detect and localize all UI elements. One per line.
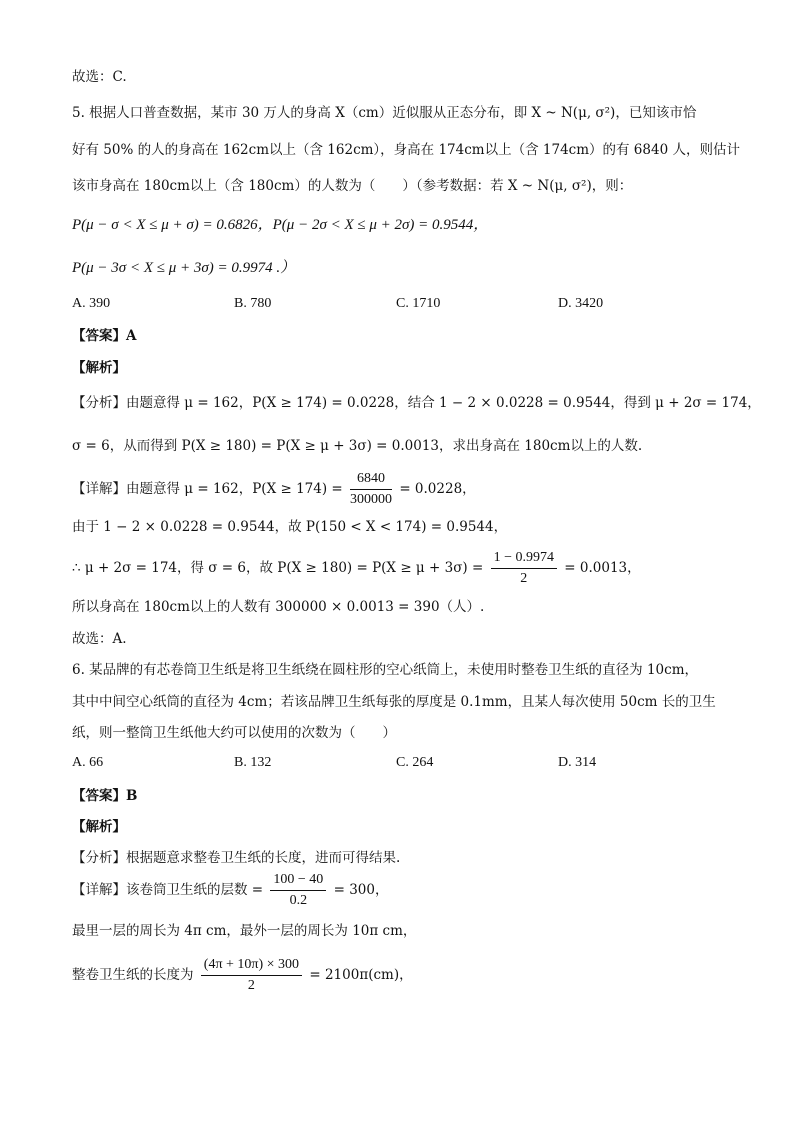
- detailed-solution-line-1: [72, 870, 388, 910]
- fraction: [270, 872, 326, 909]
- analysis-label: 【解析】: [72, 360, 126, 376]
- answer-conclusion: 故选：A.: [72, 631, 127, 647]
- denominator: 0.2: [289, 893, 308, 908]
- solution-text: 【详解】该卷筒卫生纸的层数 =: [72, 882, 264, 898]
- numerator: 6840: [350, 471, 392, 490]
- solution-text: = 0.0013，: [564, 560, 641, 576]
- question-5-text-line-3: 该市身高在 180cm以上（含 180cm）的人数为（ ）（参考数据：若 X ~ N(μ, σ²)，则：: [72, 178, 633, 194]
- answer-label: 【答案】B: [72, 788, 138, 804]
- analysis-summary-line-1: 【分析】由题意得 μ = 162，P(X ≥ 174) = 0.0228，结合 1 − 2 × 0.0228 = 0.9544，得到 μ + 2σ = 174，: [72, 395, 761, 411]
- answer-conclusion: 故选：C.: [72, 69, 127, 85]
- analysis-summary: 【分析】根据题意求整卷卫生纸的长度，进而可得结果.: [72, 850, 401, 866]
- denominator: 2: [247, 978, 255, 993]
- solution-text: 整卷卫生纸的长度为: [72, 967, 194, 983]
- fraction: [491, 550, 557, 587]
- detailed-solution-line-2: 最里一层的周长为 4π cm，最外一层的周长为 10π cm，: [72, 923, 417, 939]
- numerator: 1 − 0.9974: [491, 550, 557, 569]
- analysis-summary-line-2: σ = 6，从而得到 P(X ≥ 180) = P(X ≥ μ + 3σ) = 0.0013，求出身高在 180cm以上的人数.: [72, 438, 643, 454]
- solution-text: = 2100π(cm)，: [309, 967, 413, 983]
- fraction: [350, 471, 392, 508]
- detailed-solution-line-1: [72, 469, 476, 509]
- question-6-text-line-1: 6. 某品牌的有芯卷筒卫生纸是将卫生纸绕在圆柱形的空心纸筒上，未使用时整卷卫生纸的直径为 10cm，: [72, 662, 699, 678]
- solution-text: = 300，: [333, 882, 389, 898]
- option-d: D. 314: [558, 755, 597, 770]
- option-b: B. 132: [234, 755, 272, 770]
- analysis-label: 【解析】: [72, 819, 126, 835]
- question-6-text-line-3: 纸，则一整筒卫生纸他大约可以使用的次数为（ ）: [72, 725, 396, 741]
- detailed-solution-line-3: [72, 548, 641, 588]
- question-5-text-line-1: 5. 根据人口普查数据，某市 30 万人的身高 X（cm）近似服从正态分布，即 X ~ N(μ, σ²)，已知该市恰: [72, 105, 697, 121]
- denominator: 300000: [350, 492, 393, 507]
- option-c: C. 1710: [396, 296, 441, 311]
- option-b: B. 780: [234, 296, 272, 311]
- reference-formula-1: P(μ − σ < X ≤ μ + σ) = 0.6826，P(μ − 2σ < X ≤ μ + 2σ) = 0.9544，: [72, 217, 489, 233]
- fraction: [201, 957, 302, 994]
- numerator: (4π + 10π) × 300: [201, 957, 302, 976]
- answer-label: 【答案】A: [72, 328, 137, 344]
- option-d: D. 3420: [558, 296, 604, 311]
- denominator: 2: [520, 571, 528, 586]
- option-a: A. 66: [72, 755, 104, 770]
- option-c: C. 264: [396, 755, 434, 770]
- question-5-text-line-2: 好有 50% 的人的身高在 162cm以上（含 162cm），身高在 174cm以上（含 174cm）的有 6840 人，则估计: [72, 142, 740, 158]
- reference-formula-2: P(μ − 3σ < X ≤ μ + 3σ) = 0.9974 .）: [72, 260, 296, 276]
- solution-text: = 0.0228，: [399, 481, 476, 497]
- option-a: A. 390: [72, 296, 111, 311]
- solution-text: 【详解】由题意得 μ = 162，P(X ≥ 174) =: [72, 481, 343, 497]
- solution-text: ∴ μ + 2σ = 174，得 σ = 6，故 P(X ≥ 180) = P(X ≥ μ + 3σ) =: [72, 560, 484, 576]
- detailed-solution-line-2: 由于 1 − 2 × 0.0228 = 0.9544，故 P(150 < X < 174) = 0.9544，: [72, 519, 508, 535]
- detailed-solution-line-3: [72, 955, 413, 995]
- detailed-solution-line-4: 所以身高在 180cm以上的人数有 300000 × 0.0013 = 390（人）.: [72, 599, 485, 615]
- question-6-text-line-2: 其中中间空心纸筒的直径为 4cm；若该品牌卫生纸每张的厚度是 0.1mm，且某人每次使用 50cm 长的卫生: [72, 694, 716, 710]
- numerator: 100 − 40: [270, 872, 326, 891]
